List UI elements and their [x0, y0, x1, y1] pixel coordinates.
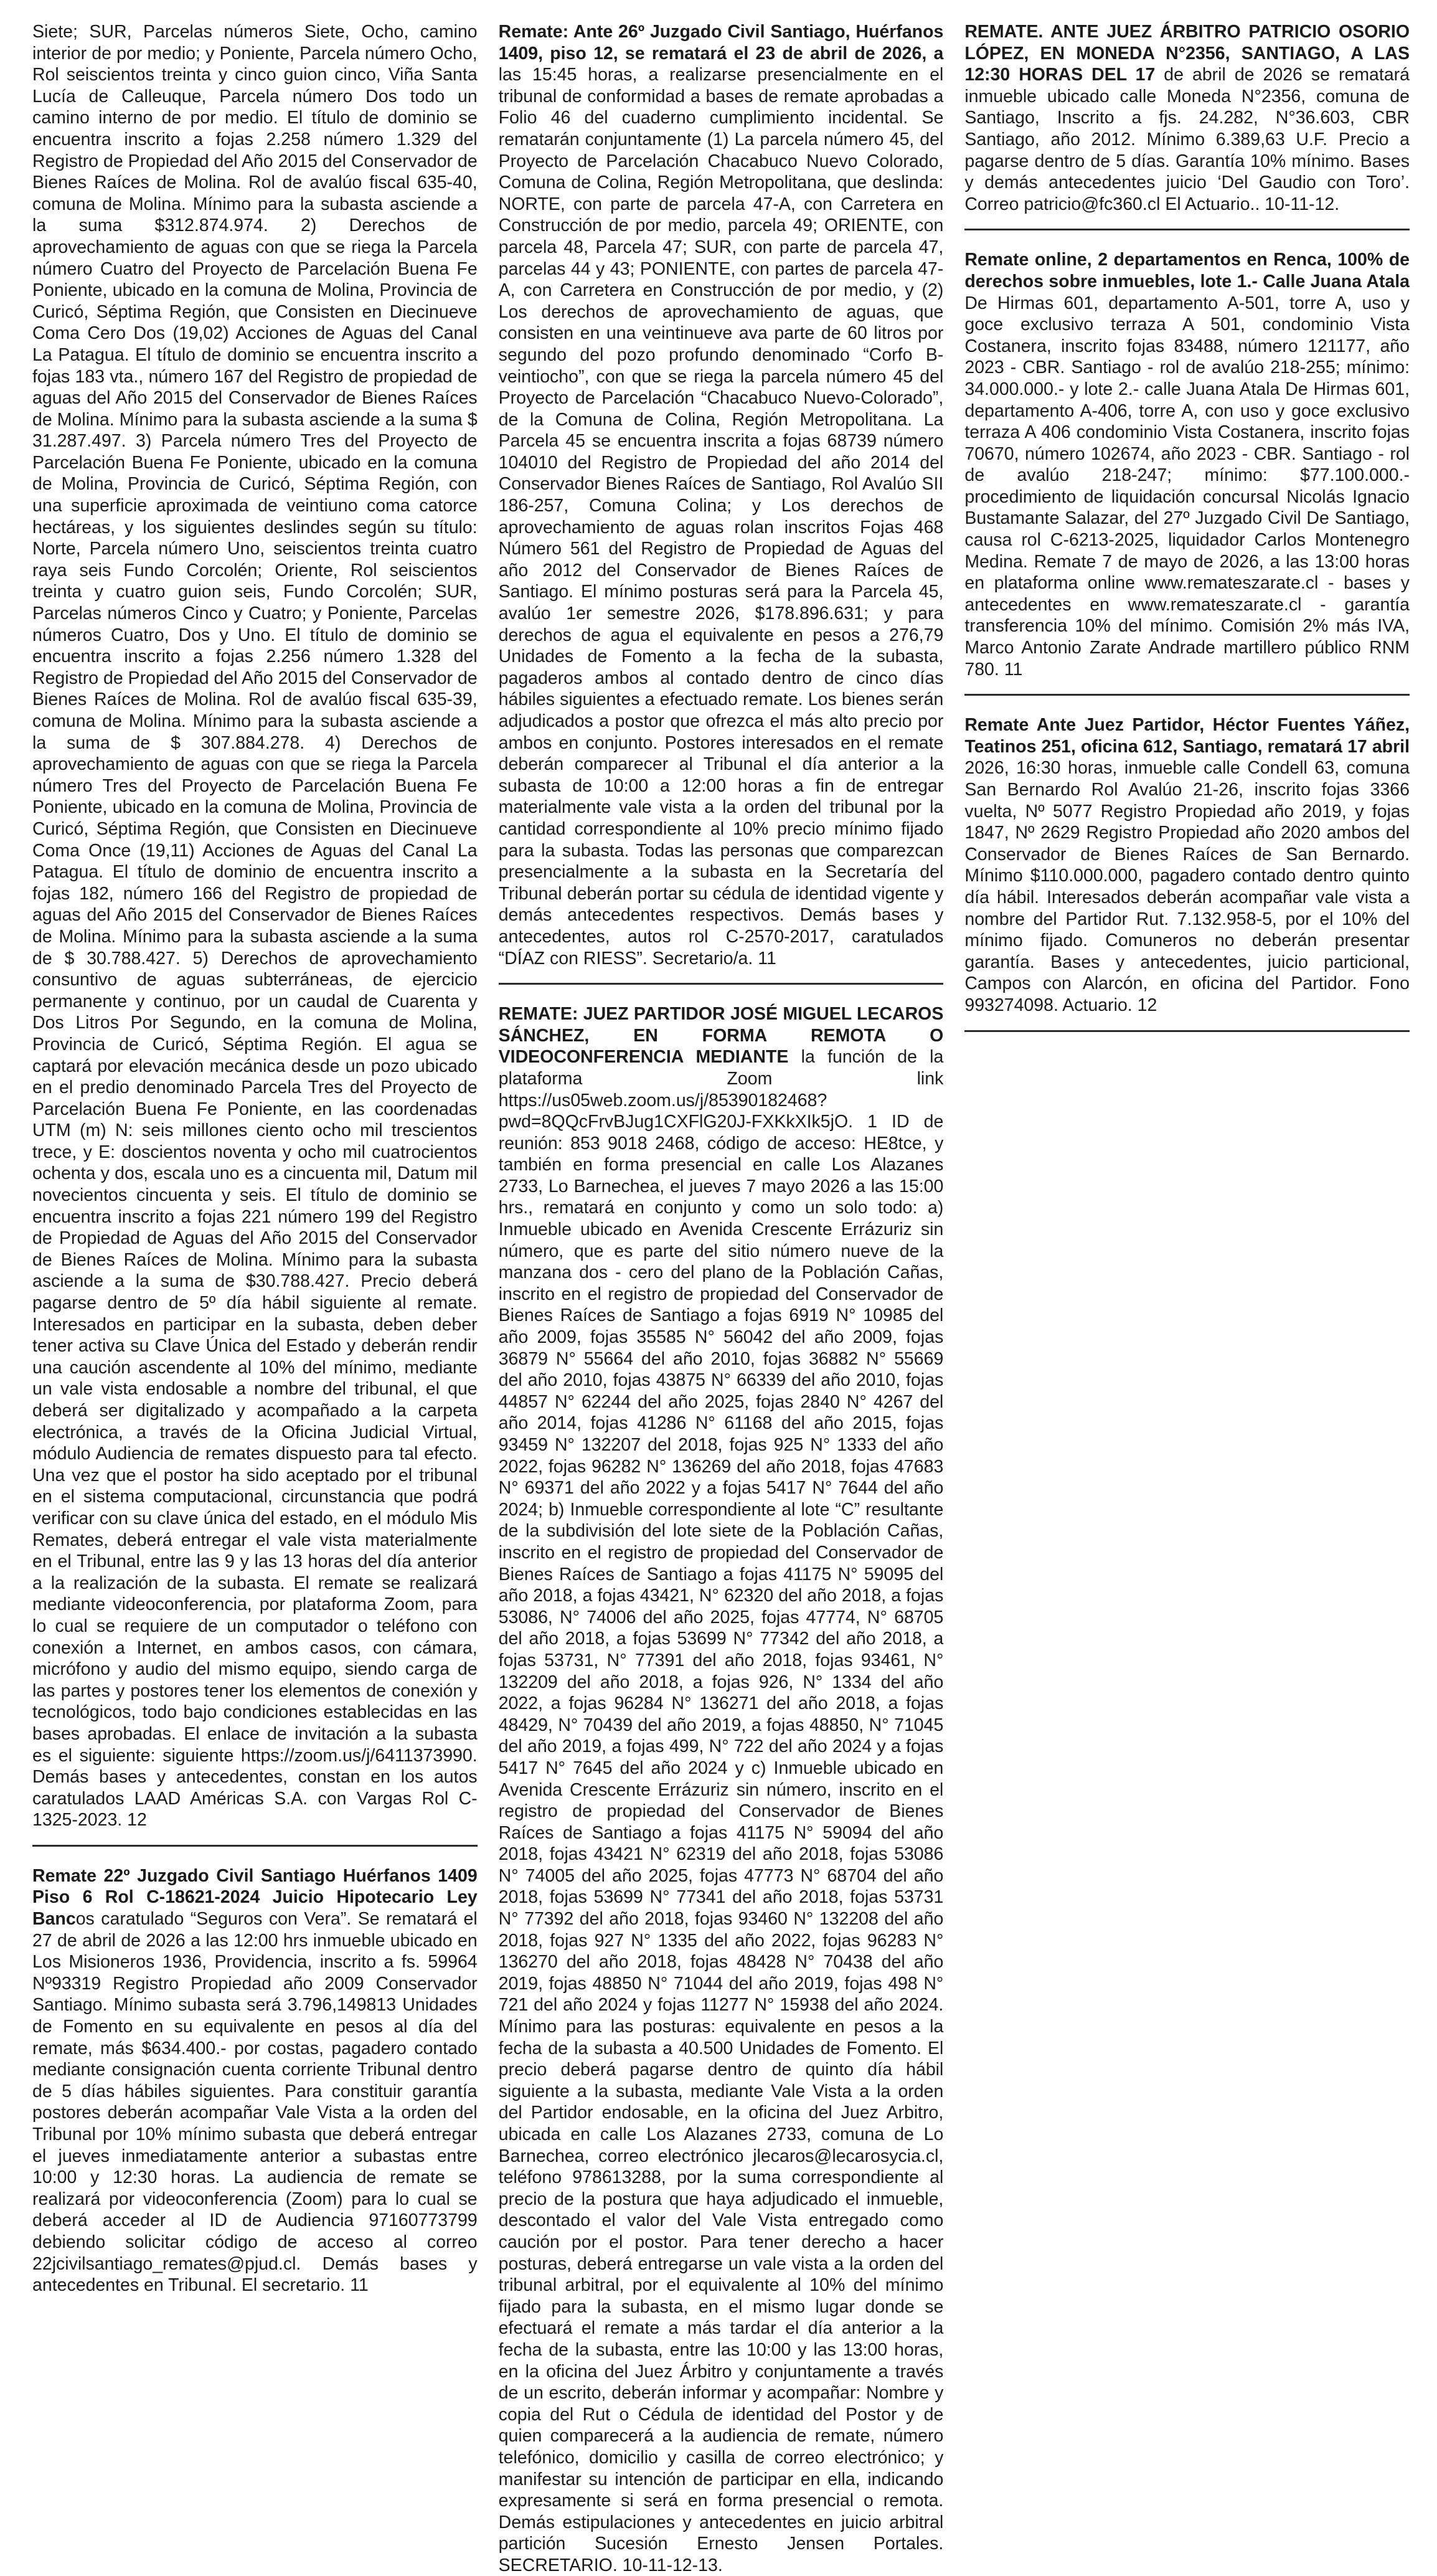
column-3	[964, 21, 1410, 1996]
notice-juez-partidor-lecaros	[499, 1003, 944, 2576]
notice-divider	[499, 983, 944, 985]
notice-text	[499, 21, 944, 969]
notice-body: de abril de 2026 se rematará inmueble ubicado calle Moneda N°2356, comuna de Santiago, Inscrito a fjs. 24.282, N°36.603, CBR Santiago, año 2012. Mínimo 6.389,63 U.F. Precio a pagarse dentro de 5 días. Garantía 10% mínimo. Bases y demás antecedentes juicio ‘Del Gaudio con Toro’. Correo patricio@fc360.cl El Actuario.. 10-11-12.	[964, 65, 1410, 214]
notice-body: Siete; SUR, Parcelas números Siete, Ocho, camino interior de por medio; y Poniente, Parcela número Ocho, Rol seiscientos treinta y cinco guion cinco, Viña Santa Lucía de Calleuque, Parcela número Dos todo un camino interno de por medio. El título de dominio se encuentra inscrito a fojas 2.258 número 1.329 del Registro de Propiedad del Año 2015 del Conservador de Bienes Raíces de Molina. Rol de avalúo fiscal 635-40, comuna de Molina. Mínimo para la subasta asciende a la suma $312.874.974. 2) Derechos de aprovechamiento de aguas con que se riega la Parcela número Cuatro del Proyecto de Parcelación Buena Fe Poniente, ubicado en la comuna de Molina, Provincia de Curicó, Séptima Región, que Consisten en Diecinueve Coma Cero Dos (19,02) Acciones de Aguas del Canal La Patagua. El título de dominio se encuentra inscrito a fojas 183 vta., número 167 del Registro de propiedad de aguas del Año 2015 del Conservador de Bienes Raíces de Molina. Mínimo para la subasta asciende a la suma $ 31.287.497. 3) Parcela número Tres del Proyecto de Parcelación Buena Fe Poniente, ubicado en la comuna de Molina, Provincia de Curicó, Séptima Región, con una superficie aproximada de veintiuno coma catorce hectáreas, y los siguientes deslindes según su título: Norte, Parcela número Uno, seiscientos treinta cuatro raya seis Fundo Corcolén; Oriente, Rol seiscientos treinta y cuatro guion seis, Fundo Corcolén; SUR, Parcelas números Cinco y Cuatro; y Poniente, Parcelas números Cuatro, Dos y Uno. El título de dominio se encuentra inscrito a fojas 2.256 número 1.328 del Registro de Propiedad del Año 2015 del Conservador de Bienes Raíces de Molina. Rol de avalúo fiscal 635-39, comuna de Molina. Mínimo para la subasta asciende a la suma de $ 307.884.278. 4) Derechos de aprovechamiento de aguas con que se riega la Parcela número Tres del Proyecto de Parcelación Buena Fe Poniente, ubicado en la comuna de Molina, Provincia de Curicó, Séptima Región, que Consisten en Diecinueve Coma Once (19,11) Acciones de Aguas del Canal La Patagua. El título de dominio de encuentra inscrito a fojas 182, número 166 del Registro de propiedad de aguas del Año 2015 del Conservador de Bienes Raíces de Molina. Mínimo para la subasta asciende a la suma de $ 30.788.427. 5) Derechos de aprovechamiento consuntivo de aguas subterráneas, de ejercicio permanente y continuo, por un caudal de Cuarenta y Dos Litros Por Segundo, en la comuna de Molina, Provincia de Curicó, Séptima Región. El agua se captará por elevación mecánica desde un pozo ubicado en el predio denominado Parcela Tres del Proyecto de Parcelación Buena Fe Poniente, en las coordenadas UTM (m) N: seis millones ciento ocho mil trescientos trece, y E: doscientos noventa y ocho mil cuatrocientos ochenta y dos, escala uno es a cincuenta mil, Datum mil novecientos cincuenta y seis. El título de dominio se encuentra inscrito a fojas 221 número 199 del Registro de Propiedad de Aguas del Año 2015 del Conservador de Bienes Raíces de Molina. Mínimo para la subasta asciende a la suma de $30.788.427. Precio deberá pagarse dentro de 5º día hábil siguiente al remate. Interesados en participar en la subasta, deben deber tener activa su Clave Única del Estado y deberán rendir una caución ascendente al 10% del mínimo, mediante un vale vista endosable a nombre del tribunal, el que deberá ser digitalizado y acompañado a la carpeta electrónica, a través de la Oficina Judicial Virtual, módulo Audiencia de remates dispuesto para tal efecto. Una vez que el postor ha sido aceptado por el tribunal en el sistema computacional, circunstancia que podrá verificar con su clave única del estado, en el módulo Mis Remates, deberá entregar el vale vista materialmente en el Tribunal, entre las 9 y las 13 horas del día anterior a la realización de la subasta. El remate se realizará mediante videoconferencia, por plataforma Zoom, para lo cual se requiere de un computador o teléfono con conexión a Internet, en ambos casos, con cámara, micrófono y audio del mismo equipo, siendo carga de las partes y postores tener los elementos de conexión y tecnológicos, todo bajo condiciones establecidas en las bases aprobadas. El enlace de invitación a la subasta es el siguiente: siguiente https://zoom.us/j/6411373990. Demás bases y antecedentes, constan en los autos caratulados LAAD Américas S.A. con Vargas Rol C-1325-2023. 12	[32, 22, 478, 1830]
notice-heading: Remate online, 2 departamentos en Renca, 100% de derechos sobre inmuebles, lote 1.- Calle Juana Atala	[964, 250, 1410, 291]
notice-juez-partidor-fuentes	[964, 714, 1410, 1016]
column-2	[498, 21, 944, 2575]
notice-text	[964, 714, 1410, 1016]
notice-heading: Remate: Ante 26º Juzgado Civil Santiago, Huérfanos 1409, piso 12, se rematará el 23 de abril de 2026, a	[498, 22, 944, 64]
notice-divider	[964, 1030, 1410, 1032]
notice-heading: REMATE: JUEZ PARTIDOR JOSÉ MIGUEL LECAROS SÁNCHEZ, EN FORMA REMOTA O VIDEOCONFERENCIA MEDIANTE	[498, 1004, 944, 1068]
column-1	[32, 21, 478, 2296]
notice-divider	[32, 1845, 478, 1847]
notice-heading: Remate Ante Juez Partidor, Héctor Fuentes Yáñez, Teatinos 251, oficina 612, Santiago, rematará 17 abril	[964, 715, 1410, 757]
notice-body: os caratulado “Seguros con Vera”. Se rematará el 27 de abril de 2026 a las 12:00 hrs inmueble ubicado en Los Misioneros 1936, Providencia, inscrito a fs. 59964 Nº93319 Registro Propiedad año 2009 Conservador Santiago. Mínimo subasta será 3.796,149813 Unidades de Fomento en su equivalente en pesos al día del remate, más $634.400.- por costas, pagadero contado mediante consignación cuenta corriente Tribunal dentro de 5 días hábiles siguientes. Para constituir garantía postores deberán acompañar Vale Vista a la orden del Tribunal por 10% mínimo subasta que deberá entregar el jueves inmediatamente anterior a subastas entre 10:00 y 12:30 horas. La audiencia de remate se realizará por videoconferencia (Zoom) para lo cual se deberá acceder al ID de Audiencia 97160773799 debiendo solicitar código de acceso al correo 22jcivilsantiago_remates@pjud.cl. Demás bases y antecedentes en Tribunal. El secretario. 11	[32, 1909, 478, 2296]
notice-heading: Remate 22º Juzgado Civil Santiago Huérfanos 1409 Piso 6 Rol C-18621-2024 Juicio Hipotecario Ley Banc	[32, 1865, 478, 1930]
notice-text	[964, 249, 1410, 680]
notice-text	[32, 1865, 478, 2296]
notice-body: De Hirmas 601, departamento A-501, torre A, uso y goce exclusivo terraza A 501, condominio Vista Costanera, inscrito fojas 83488, número 121177, año 2023 - CBR. Santiago - rol de avalúo 218-255; mínimo: 34.000.000.- y lote 2.- calle Juana Atala De Hirmas 601, departamento A-406, torre A, con uso y goce exclusivo terraza A 406 condominio Vista Costanera, inscrito fojas 70670, número 102674, año 2023 - CBR. Santiago - rol de avalúo 218-247; mínimo: $77.100.000.- procedimiento de liquidación concursal Nicolás Ignacio Bustamante Salazar, del 27º Juzgado Civil De Santiago, causa rol C-6213-2025, liquidador Carlos Montenegro Medina. Remate 7 de mayo de 2026, a las 13:00 horas en plataforma online www.remateszarate.cl - bases y antecedentes en www.remateszarate.cl - garantía transferencia 10% del mínimo. Comisión 2% más IVA, Marco Antonio Zarate Andrade martillero público RNM 780. 11	[964, 293, 1410, 680]
notice-divider	[964, 694, 1410, 696]
notice-juez-arbitro-osorio	[964, 21, 1410, 215]
notice-divider	[964, 229, 1410, 230]
notice-body: la función de la plataforma Zoom link https://us05web.zoom.us/j/85390182468?pwd=8QQcFrvBJug1CXFlG20J-FXKkXIk5jO. 1 ID de reunión: 853 9018 2468, código de acceso: HE8tce, y también en forma presencial en calle Los Alazanes 2733, Lo Barnechea, el jueves 7 mayo 2026 a las 15:00 hrs., rematará en conjunto y como un solo todo: a) Inmueble ubicado en Avenida Crescente Errázuriz sin número, que es parte del sitio número nueve de la manzana dos - cero del plano de la Población Cañas, inscrito en el registro de propiedad del Conservador de Bienes Raíces de Santiago a fojas 6919 N° 10985 del año 2009, fojas 35585 N° 56042 del año 2009, fojas 36879 N° 55664 del año 2010, fojas 36882 N° 55669 del año 2010, fojas 43875 N° 66339 del año 2010, fojas 44857 N° 62244 del año 2025, fojas 2840 N° 4267 del año 2014, fojas 41286 N° 61168 del año 2015, fojas 93459 N° 132207 del 2018, fojas 925 N° 1333 del año 2022, fojas 96282 N° 136269 del año 2018, fojas 47683 N° 69371 del año 2022 y a fojas 5417 N° 7644 del año 2024; b) Inmueble correspondiente al lote “C” resultante de la subdivisión del lote siete de la Población Cañas, inscrito en el registro de propiedad del Conservador de Bienes Raíces de Santiago a fojas 41175 N° 59095 del año 2018, a fojas 43421, N° 62320 del año 2018, a fojas 53086, N° 74006 del año 2025, fojas 47774, N° 68705 del año 2018, a fojas 53699 N° 77342 del año 2018, a fojas 53731, N° 77391 del año 2018, fojas 93461, N° 132209 del año 2018, a fojas 926, N° 1334 del año 2022, a fojas 96284 N° 136271 del año 2018, a fojas 48429, N° 70439 del año 2019, a fojas 48850, N° 71045 del año 2019, a fojas 499, N° 722 del año 2024 y a fojas 5417 N° 7645 del año 2024 y c) Inmueble ubicado en Avenida Crescente Errázuriz sin número, inscrito en el registro de propiedad del Conservador de Bienes Raíces de Santiago a fojas 41175 N° 59094 del año 2018, fojas 43421 N° 62319 del año 2018, fojas 53086 N° 74005 del año 2025, fojas 47773 N° 68704 del año 2018, fojas 53699 N° 77341 del año 2018, fojas 53731 N° 77392 del año 2018, fojas 93460 N° 132208 del año 2018, fojas 927 N° 1335 del año 2022, fojas 96283 N° 136270 del año 2018, fojas 48428 N° 70438 del año 2019, fojas 48850 N° 71044 del año 2019, fojas 498 N° 721 del año 2024 y fojas 11277 N° 15938 del año 2024. Mínimo para las posturas: equivalente en pesos a la fecha de la subasta a 40.500 Unidades de Fomento. El precio deberá pagarse dentro de quinto día hábil siguiente a la subasta, mediante Vale Vista a la orden del Partidor endosable, en la oficina del Juez Arbitro, ubicada en calle Los Alazanes 2733, comuna de Lo Barnechea, correo electrónico jlecaros@lecarosycia.cl, teléfono 978613288, por la suma correspondiente al precio de la postura que haya adjudicado el inmueble, descontado el valor del Vale Vista entregado como caución por el postor. Para tener derecho a hacer posturas, deberá entregarse un vale vista a la orden del tribunal arbitral, por el equivalente al 10% del mínimo fijado para la subasta, en el mismo lugar donde se efectuará el remate a más tardar el día anterior a la fecha de la subasta, entre las 10:00 y las 13:00 horas, en la oficina del Juez Árbitro y conjuntamente a través de un escrito, deberán informar y acompañar: Nombre y copia del Rut o Cédula de identidad del Postor y de quien comparecerá a la audiencia de remate, número telefónico, domicilio y casilla de correo electrónico; y manifestar su intención de participar en ella, indicando expresamente si será en forma presencial o remota. Demás estipulaciones y antecedentes en juicio arbitral partición Sucesión Ernesto Jensen Portales. SECRETARIO. 10-11-12-13.	[498, 1047, 944, 2575]
notice-heading: REMATE. ANTE JUEZ ÁRBITRO PATRICIO OSORIO LÓPEZ, EN MONEDA N°2356, SANTIAGO, A LAS 12:30 HORAS DEL 17	[964, 22, 1410, 85]
notice-22-juzgado	[32, 1865, 478, 2296]
notice-body: las 15:45 horas, a realizarse presencialmente en el tribunal de conformidad a bases de remate aprobadas a Folio 46 del cuaderno cumplimiento incidental. Se rematarán conjuntamente (1) La parcela número 45, del Proyecto de Parcelación Chacabuco Nuevo Colorado, Comuna de Colina, Región Metropolitana, que deslinda: NORTE, con parte de parcela 47-A, con Carretera en Construcción de por medio, parcela 49; ORIENTE, con parcela 48, Parcela 47; SUR, con parte de parcela 47, parcelas 44 y 43; PONIENTE, con partes de parcela 47-A, con Carretera en Construcción de por medio, y (2) Los derechos de aprovechamiento de aguas, que consisten en una veintinueve ava parte de 60 litros por segundo del pozo profundo denominado “Corfo B-veintiocho”, con que se riega la parcela número 45 del Proyecto de Parcelación “Chacabuco Nuevo-Colorado”, de la Comuna de Colina, Región Metropolitana. La Parcela 45 se encuentra inscrita a fojas 68739 número 104010 del Registro de Propiedad del año 2014 del Conservador Bienes Raíces de Santiago, Rol Avalúo SII 186-257, Comuna Colina; y Los derechos de aprovechamiento de aguas rolan inscritos Fojas 468 Número 561 del Registro de Propiedad de Aguas del año 2012 del Conservador de Bienes Raíces de Santiago. El mínimo posturas será para la Parcela 45, avalúo 1er semestre 2026, $178.896.631; y para derechos de agua el equivalente en pesos a 276,79 Unidades de Fomento a la fecha de la subasta, pagaderos ambos al contado dentro de cinco días hábiles siguientes a efectuado remate. Los bienes serán adjudicados a postor que ofrezca el más alto precio por ambos en conjunto. Postores interesados en el remate deberán comparecer al Tribunal el día anterior a la subasta de 10:00 a 12:00 horas a fin de entregar materialmente vale vista a la orden del tribunal por la cantidad correspondiente al 10% precio mínimo fijado para la subasta. Todas las personas que comparezcan presencialmente a la subasta en la Secretaría del Tribunal deberán portar su cédula de identidad vigente y demás antecedentes respectivos. Demás bases y antecedentes, autos rol C-2570-2017, caratulados “DÍAZ con RIESS”. Secretario/a. 11	[498, 65, 944, 968]
notice-body: 2026, 16:30 horas, inmueble calle Condell 63, comuna San Bernardo Rol Avalúo 21-26, inscrito fojas 3366 vuelta, Nº 5077 Registro Propiedad año 2019, y fojas 1847, Nº 2629 Registro Propiedad año 2020 ambos del Conservador de Bienes Raíces de San Bernardo. Mínimo $110.000.000, pagadero contado dentro quinto día hábil. Interesados deberán acompañar vale vista a nombre del Partidor Rut. 7.132.958-5, por el 10% del mínimo fijado. Comuneros no deberán presentar garantía. Bases y antecedentes, juicio particional, Campos con Alarcón, en oficina del Partidor. Fono 993274098. Actuario. 12	[964, 758, 1410, 1015]
notice-text	[964, 21, 1410, 215]
notice-26-juzgado	[499, 21, 944, 969]
newspaper-page	[32, 21, 1410, 2575]
notice-text	[499, 1003, 944, 2576]
notice-molina-parcels	[32, 21, 478, 1831]
notice-remate-online-renca	[964, 249, 1410, 680]
notice-text	[32, 21, 478, 1831]
